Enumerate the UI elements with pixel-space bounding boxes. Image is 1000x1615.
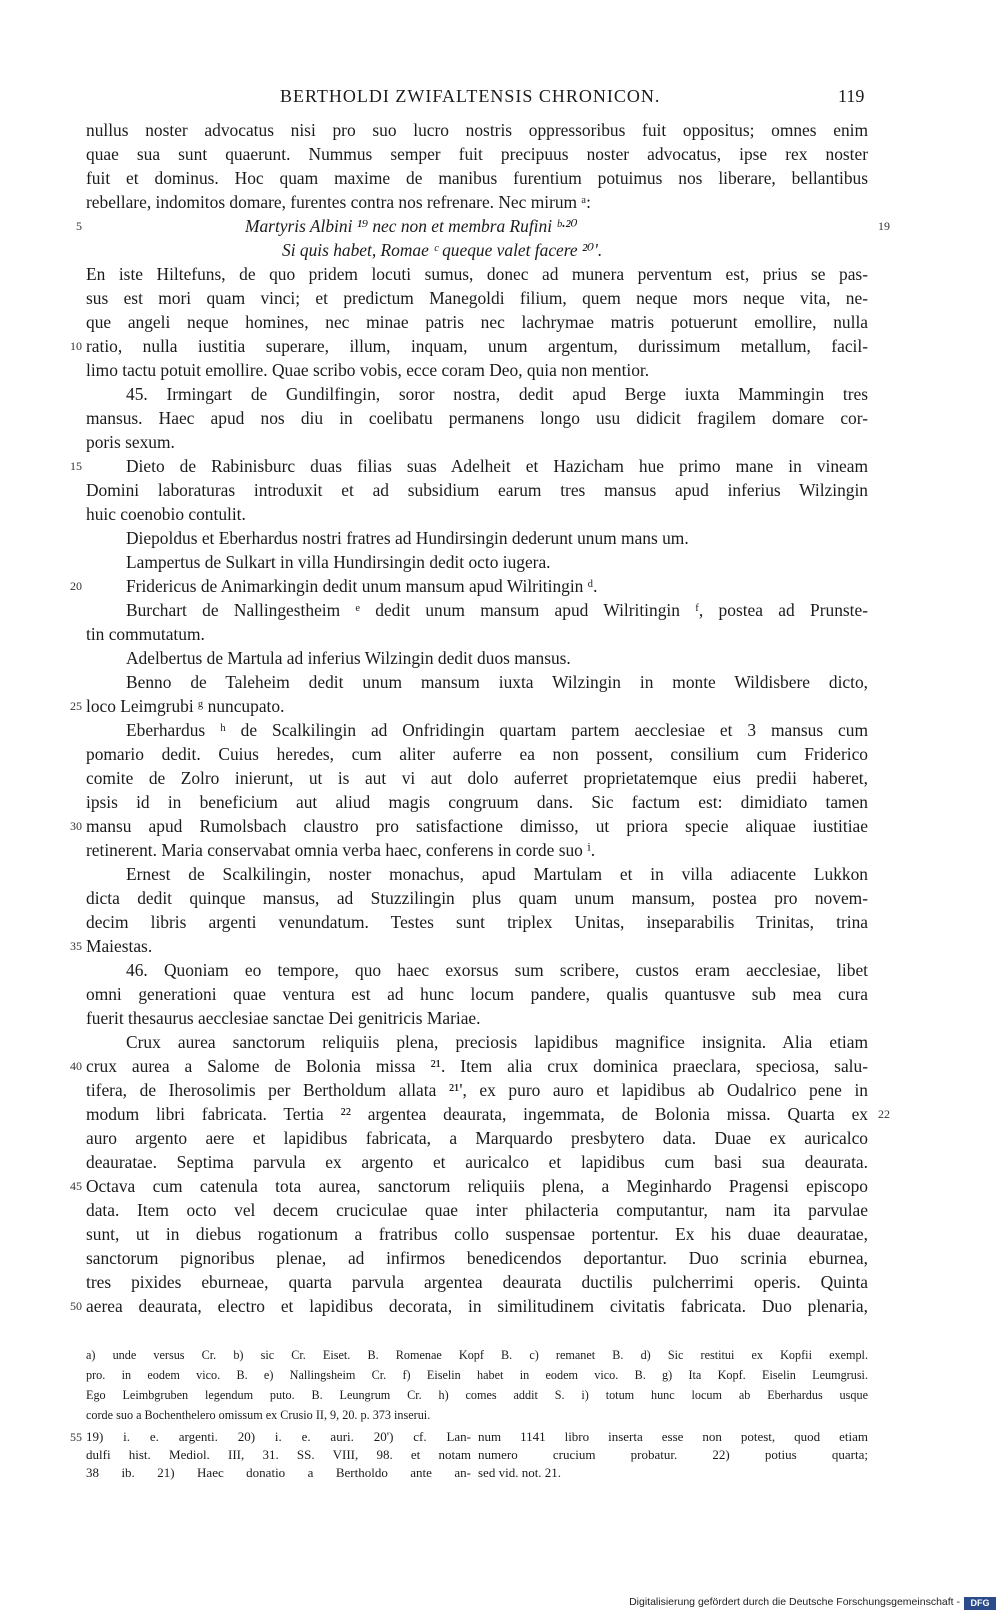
line-text: retinerent. Maria conservabat omnia verba haec, conferens in corde suo ⁱ. bbox=[86, 840, 596, 860]
footnote-line bbox=[0, 1446, 1000, 1464]
text-line bbox=[0, 934, 1000, 958]
line-text: sanctorum pignoribus plenae, ad infirmos benedicendos deportantur. Duo scrinia eburnea, bbox=[86, 1248, 868, 1268]
line-text: dicta dedit quinque mansus, ad Stuzzilingin plus quam unum mansum, postea pro novem- bbox=[86, 888, 868, 908]
funding-credit: Digitalisierung gefördert durch die Deutsche Forschungsgemeinschaft - bbox=[629, 1596, 960, 1608]
line-number: 20 bbox=[70, 579, 82, 593]
line-text: que angeli neque homines, nec minae patris nec lachrymae matris potuerunt emollire, nulla bbox=[86, 312, 868, 332]
line-text: aerea deaurata, electro et lapidibus decorata, in similitudinem civitatis fabricata. Duo plenaria, bbox=[86, 1296, 868, 1316]
text-line bbox=[0, 334, 1000, 358]
text-line bbox=[0, 838, 1000, 862]
line-text: mansus. Haec apud nos diu in coelibatu permanens longo usu didicit fragilem domare cor- bbox=[86, 408, 868, 428]
text-line bbox=[0, 1006, 1000, 1030]
dfg-logo: DFG bbox=[964, 1597, 996, 1610]
text-line bbox=[0, 862, 1000, 886]
line-text: fuit et dominus. Hoc quam maxime de manibus furentium potuimus nos liberare, bellantibus bbox=[86, 168, 868, 188]
line-text: Dieto de Rabinisburc duas filias suas Adelheit et Hazicham hue primo mane in vineam bbox=[126, 456, 868, 476]
page-footer bbox=[630, 1596, 1000, 1612]
apparatus-line bbox=[0, 1345, 1000, 1365]
text-line bbox=[0, 502, 1000, 526]
line-number: 25 bbox=[70, 699, 82, 713]
text-line bbox=[0, 1222, 1000, 1246]
text-line bbox=[0, 790, 1000, 814]
critical-apparatus bbox=[0, 1345, 1000, 1425]
line-number: 10 bbox=[70, 339, 82, 353]
line-text: comite de Zolro inierunt, ut is aut vi aut dolo auferret proprietatemque eius predii haberet, bbox=[86, 768, 868, 788]
text-line bbox=[0, 1054, 1000, 1078]
line-text: huic coenobio contulit. bbox=[86, 504, 246, 524]
line-text: Si quis habet, Romae ᶜ queque valet facere ²⁰'. bbox=[282, 240, 603, 260]
footnote-col-right: sed vid. not. 21. bbox=[478, 1465, 562, 1480]
line-text: Crux aurea sanctorum reliquiis plena, preciosis lapidibus magnifice insignita. Alia etiam bbox=[126, 1032, 868, 1052]
main-text bbox=[0, 118, 1000, 1318]
line-text: mansu apud Rumolsbach claustro pro satisfactione dimisso, ut priora specie aliquae iustitiae bbox=[86, 816, 868, 836]
line-text: omni generationi quae ventura est ad hunc locum pandere, qualis quantusve sub mea cura bbox=[86, 984, 868, 1004]
text-line bbox=[0, 526, 1000, 550]
text-line bbox=[0, 142, 1000, 166]
page-header bbox=[0, 86, 1000, 110]
footnote-col-left: dulfi hist. Mediol. III, 31. SS. VIII, 98. et notam bbox=[86, 1447, 471, 1462]
line-text: Burchart de Nallingestheim ᵉ dedit unum mansum apud Wilritingin ᶠ, postea ad Prunste- bbox=[126, 600, 868, 620]
line-text: En iste Hiltefuns, de quo pridem locuti sumus, donec ad munera perventum est, prius se pas- bbox=[86, 264, 868, 284]
text-line bbox=[0, 694, 1000, 718]
line-text: tifera, de Iherosolimis per Bertholdum allata ²¹', ex puro auro et lapidibus ab Oudalrico pene in bbox=[86, 1080, 868, 1100]
text-line bbox=[0, 1150, 1000, 1174]
line-number: 40 bbox=[70, 1059, 82, 1073]
page-number: 119 bbox=[838, 86, 865, 106]
line-number: 30 bbox=[70, 819, 82, 833]
apparatus-text: pro. in eodem vico. B. e) Nallingsheim Cr. f) Eiselin habet in eodem vico. B. g) Ita Kopf. Eiselin Leumgrusi. bbox=[86, 1368, 868, 1382]
text-line bbox=[0, 910, 1000, 934]
line-text: decim libris argenti venundatum. Testes sunt triplex Unitas, inseparabilis Trinitas, trina bbox=[86, 912, 868, 932]
line-text: deauratae. Septima parvula ex argento et auricalco et lapidibus cum basi sua deaurata. bbox=[86, 1152, 868, 1172]
text-line bbox=[0, 814, 1000, 838]
apparatus-text: Ego Leimbgruben legendum puto. B. Leungrum Cr. h) comes addit S. i) totum hunc locum ab Eberhardus usque bbox=[86, 1388, 868, 1402]
text-line bbox=[0, 1126, 1000, 1150]
text-line bbox=[0, 958, 1000, 982]
line-text: 46. Quoniam eo tempore, quo haec exorsus sum scribere, custos eram aecclesiae, libet bbox=[126, 960, 868, 980]
footnotes bbox=[0, 1428, 1000, 1482]
text-line bbox=[0, 766, 1000, 790]
line-text: Diepoldus et Eberhardus nostri fratres ad Hundirsingin dederunt unum mans um. bbox=[126, 528, 689, 548]
text-line bbox=[0, 886, 1000, 910]
text-line bbox=[0, 1270, 1000, 1294]
line-text: Fridericus de Animarkingin dedit unum mansum apud Wilritingin ᵈ. bbox=[126, 576, 598, 596]
text-line bbox=[0, 1198, 1000, 1222]
text-line bbox=[0, 454, 1000, 478]
footnote-col-right: numero crucium probatur. 22) potius quarta; bbox=[478, 1447, 868, 1462]
text-line bbox=[0, 310, 1000, 334]
apparatus-line bbox=[0, 1405, 1000, 1425]
line-text: quae sua sunt quaerunt. Nummus semper fuit precipuus noster advocatus, ipse rex noster bbox=[86, 144, 868, 164]
line-text: Octava cum catenula tota aurea, sanctorum reliquiis plena, a Meginhardo Pragensi episcopo bbox=[86, 1176, 868, 1196]
footnote-col-left: 19) i. e. argenti. 20) i. e. auri. 20') cf. Lan- bbox=[86, 1429, 471, 1444]
line-text: nullus noster advocatus nisi pro suo lucro nostris oppressoribus fuit oppositus; omnes enim bbox=[86, 120, 868, 140]
line-text: tin commutatum. bbox=[86, 624, 205, 644]
margin-note-number: 22 bbox=[878, 1107, 890, 1121]
apparatus-text: corde suo a Bochenthelero omissum ex Crusio II, 9, 20. p. 373 inserui. bbox=[86, 1408, 431, 1422]
footnote-col-left: 38 ib. 21) Haec donatio a Bertholdo ante an- bbox=[86, 1465, 471, 1480]
footnote-line bbox=[0, 1428, 1000, 1446]
line-text: loco Leimgrubi ᵍ nuncupato. bbox=[86, 696, 285, 716]
line-text: rebellare, indomitos domare, furentes contra nos refrenare. Nec mirum ᵃ: bbox=[86, 192, 592, 212]
line-number: 55 bbox=[70, 1430, 82, 1444]
text-line bbox=[0, 166, 1000, 190]
text-line bbox=[0, 718, 1000, 742]
margin-note-number: 19 bbox=[878, 219, 890, 233]
line-text: Maiestas. bbox=[86, 936, 153, 956]
line-number: 35 bbox=[70, 939, 82, 953]
line-text: tres pixides eburneae, quarta parvula argentea deaurata ductilis pulcherrimi operis. Quinta bbox=[86, 1272, 868, 1292]
line-text: Eberhardus ʰ de Scalkilingin ad Onfridingin quartam partem aecclesiae et 3 mansus cum bbox=[126, 720, 868, 740]
text-line bbox=[0, 286, 1000, 310]
line-text: Ernest de Scalkilingin, noster monachus, apud Martulam et in villa adiacente Lukkon bbox=[126, 864, 868, 884]
text-line bbox=[0, 574, 1000, 598]
text-line bbox=[0, 1174, 1000, 1198]
line-text: ratio, nulla iustitia superare, illum, inquam, unum argentum, durissimum metallum, facil- bbox=[86, 336, 868, 356]
text-line bbox=[0, 430, 1000, 454]
line-text: Benno de Taleheim dedit unum mansum iuxta Wilzingin in monte Wildisbere dicto, bbox=[126, 672, 868, 692]
line-number: 5 bbox=[76, 219, 82, 233]
text-line bbox=[0, 1030, 1000, 1054]
line-text: 45. Irmingart de Gundilfingin, soror nostra, dedit apud Berge iuxta Mammingin tres bbox=[126, 384, 868, 404]
text-line bbox=[0, 982, 1000, 1006]
line-text: sus est mori quam vinci; et predictum Manegoldi filium, quem neque mors neque vita, ne- bbox=[86, 288, 868, 308]
text-line bbox=[0, 190, 1000, 214]
text-line bbox=[0, 550, 1000, 574]
footnote-line bbox=[0, 1464, 1000, 1482]
text-line bbox=[0, 382, 1000, 406]
apparatus-line bbox=[0, 1385, 1000, 1405]
text-line bbox=[0, 1246, 1000, 1270]
line-number: 15 bbox=[70, 459, 82, 473]
text-line bbox=[0, 622, 1000, 646]
text-line bbox=[0, 1102, 1000, 1126]
line-text: pomario dedit. Cuius heredes, cum aliter auferre ea non possent, consilium cum Friderico bbox=[86, 744, 868, 764]
text-line bbox=[0, 742, 1000, 766]
line-text: poris sexum. bbox=[86, 432, 175, 452]
line-number: 45 bbox=[70, 1179, 82, 1193]
text-line bbox=[0, 598, 1000, 622]
footnote-col-right: num 1141 libro inserta esse non potest, quod etiam bbox=[478, 1429, 868, 1444]
apparatus-text: a) unde versus Cr. b) sic Cr. Eiset. B. Romenae Kopf B. c) remanet B. d) Sic restitui ex Kopfii exempl. bbox=[86, 1348, 868, 1362]
text-line bbox=[0, 214, 1000, 238]
line-text: modum libri fabricata. Tertia ²² argentea deaurata, ingemmata, de Bolonia missa. Quarta ex bbox=[86, 1104, 868, 1124]
line-text: sunt, ut in diebus rogationum a fratribus collo suspensae portentur. Ex his duae deauratae, bbox=[86, 1224, 868, 1244]
line-text: fuerit thesaurus aecclesiae sanctae Dei genitricis Mariae. bbox=[86, 1008, 481, 1028]
line-text: Lampertus de Sulkart in villa Hundirsingin dedit octo iugera. bbox=[126, 552, 551, 572]
text-line bbox=[0, 646, 1000, 670]
line-number: 50 bbox=[70, 1299, 82, 1313]
line-text: crux aurea a Salome de Bolonia missa ²¹. Item alia crux dominica praeclara, speciosa, salu- bbox=[86, 1056, 868, 1076]
text-line bbox=[0, 406, 1000, 430]
line-text: ipsis id in beneficium aut aliud magis congruum dans. Sic factum est: dimidiato tamen bbox=[86, 792, 868, 812]
text-line bbox=[0, 1294, 1000, 1318]
text-line bbox=[0, 1078, 1000, 1102]
text-line bbox=[0, 262, 1000, 286]
line-text: Adelbertus de Martula ad inferius Wilzingin dedit duos mansus. bbox=[126, 648, 571, 668]
line-text: Domini laboraturas introduxit et ad subsidium earum tres mansus apud inferius Wilzingin bbox=[86, 480, 868, 500]
running-title: BERTHOLDI ZWIFALTENSIS CHRONICON. bbox=[280, 86, 661, 106]
line-text: auro argento aere et lapidibus fabricata, a Marquardo presbytero data. Duae ex auricalco bbox=[86, 1128, 868, 1148]
text-line bbox=[0, 238, 1000, 262]
line-text: limo tactu potuit emollire. Quae scribo vobis, ecce coram Deo, quia non mentior. bbox=[86, 360, 650, 380]
text-line bbox=[0, 118, 1000, 142]
line-text: Martyris Albini ¹⁹ nec non et membra Rufini ᵇ·²⁰ bbox=[245, 216, 578, 236]
text-line bbox=[0, 358, 1000, 382]
text-line bbox=[0, 478, 1000, 502]
apparatus-line bbox=[0, 1365, 1000, 1385]
text-line bbox=[0, 670, 1000, 694]
line-text: data. Item octo vel decem cruciculae quae inter philacteria computantur, nam ita parvulae bbox=[86, 1200, 868, 1220]
